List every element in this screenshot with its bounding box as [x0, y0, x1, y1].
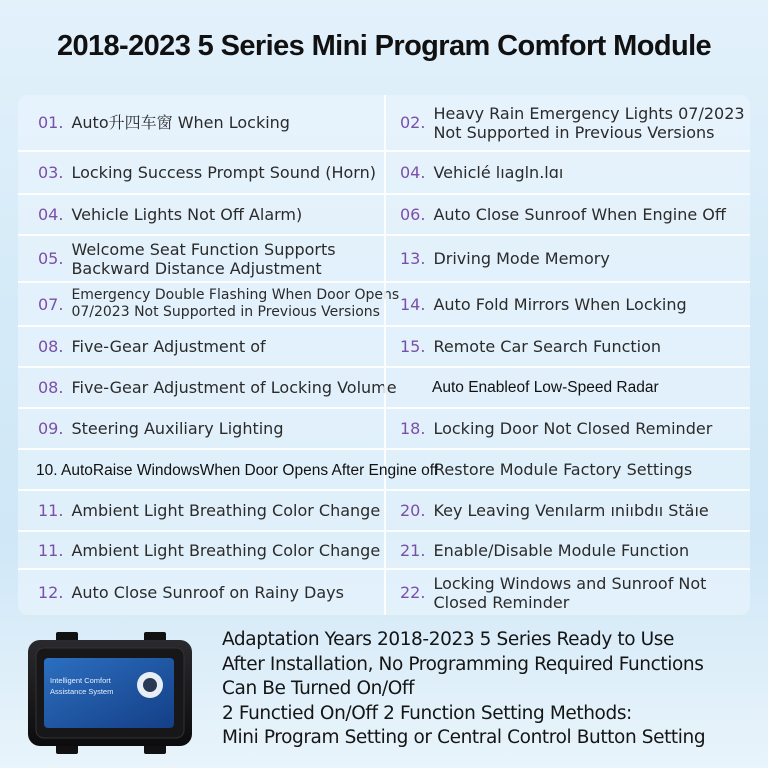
feature-label: Auto Fold Mirrors When Locking — [433, 294, 687, 314]
feature-label — [433, 104, 744, 142]
feature-label — [433, 574, 706, 612]
feature-item — [384, 283, 750, 325]
feature-label-line: Not Supported in Previous Versions — [433, 122, 715, 142]
feature-item — [384, 327, 750, 366]
feature-number: 04. — [38, 205, 64, 224]
feature-label — [71, 240, 335, 278]
description-line: 2 Functied On/Off 2 Function Setting Methods: — [222, 702, 632, 724]
feature-label-line: Backward Distance Adjustment — [71, 258, 322, 278]
feature-item — [384, 570, 750, 615]
feature-label: Auto Close Sunroof When Engine Off — [433, 205, 726, 224]
feature-label-line: Welcome Seat Function Supports — [71, 239, 336, 259]
description-line: Mini Program Setting or Central Control Button Setting — [222, 727, 706, 748]
feature-number: 14. — [400, 294, 426, 314]
feature-item — [384, 409, 750, 448]
table-row — [18, 95, 750, 152]
feature-label: Ambient Light Breathing Color Change — [71, 540, 381, 560]
table-row — [18, 570, 750, 615]
feature-item — [384, 152, 750, 193]
feature-label: Five-Gear Adjustment of Locking Volume — [71, 378, 397, 397]
feature-item — [18, 152, 384, 193]
feature-label: Five-Gear Adjustment of — [71, 337, 266, 356]
device-label-line1: Intelligent Comfort — [50, 676, 111, 685]
table-row — [18, 368, 750, 409]
feature-number: 07. — [38, 294, 64, 314]
feature-item — [18, 283, 400, 325]
feature-number: 09. — [38, 419, 64, 438]
table-row — [18, 409, 750, 450]
feature-label-line: Emergency Double Flashing When Door Opens — [71, 287, 400, 303]
description-line: Adaptation Years 2018-2023 5 Series Ready to Use — [222, 629, 675, 650]
table-row — [18, 283, 750, 327]
feature-label-line: Heavy Rain Emergency Lights 07/2023 — [433, 103, 745, 123]
feature-label: Locking Door Not Closed Reminder — [433, 419, 713, 438]
device-label-line2: Assistance System — [50, 687, 114, 696]
feature-item — [384, 532, 750, 568]
feature-label-line: Locking Windows and Sunroof Not — [433, 573, 707, 593]
feature-label: Vehiclé lıagln.lɑı — [433, 163, 564, 182]
feature-label: Ambient Light Breathing Color Change — [71, 501, 381, 520]
feature-number: 12. — [38, 583, 64, 602]
feature-label: Auto Enableof Low-Speed Radar — [432, 379, 659, 396]
description-line: After Installation, No Programming Required Functions — [222, 653, 704, 675]
page-title: 2018-2023 5 Series Mini Program Comfort Module — [56, 30, 712, 62]
feature-number: 20. — [400, 501, 426, 520]
feature-label: Locking Success Prompt Sound (Horn) — [71, 163, 376, 182]
feature-label — [71, 287, 399, 321]
feature-number: 13. — [400, 249, 426, 268]
feature-label: Enable/Disable Module Function — [433, 540, 690, 560]
feature-item — [18, 327, 384, 366]
feature-label: Driving Mode Memory — [433, 249, 610, 268]
feature-item — [18, 491, 384, 530]
feature-item — [18, 532, 384, 568]
feature-label: Key Leaving Venılarm ıniıbdıı Stäıe — [433, 501, 709, 520]
feature-number: 18. — [400, 419, 426, 438]
feature-item — [18, 409, 384, 448]
feature-number: 06. — [400, 205, 426, 224]
adaptation-description — [222, 628, 752, 751]
table-row — [18, 532, 750, 570]
feature-label: Auto Close Sunroof on Rainy Days — [71, 583, 344, 602]
feature-label: Steering Auxiliary Lighting — [71, 419, 284, 438]
feature-number: 11. — [38, 501, 64, 520]
feature-item — [18, 368, 397, 407]
table-row — [18, 236, 750, 283]
table-row — [18, 152, 750, 195]
feature-number: 04. — [400, 163, 426, 182]
feature-item — [18, 236, 384, 281]
feature-label: Remote Car Search Function — [433, 337, 662, 356]
table-row — [18, 491, 750, 532]
table-row — [18, 327, 750, 368]
feature-table — [18, 95, 750, 615]
table-row — [18, 195, 750, 236]
description-line: Can Be Turned On/Off — [222, 678, 415, 699]
feature-item — [18, 570, 384, 615]
feature-item — [384, 491, 750, 530]
feature-item — [384, 195, 750, 234]
feature-label: Restore Module Factory Settings — [434, 460, 693, 479]
feature-label-overlay: 10. AutoRaise WindowsWhen Door Opens After Engine off — [36, 461, 439, 479]
feature-item — [18, 95, 384, 150]
feature-label: Auto升四车窗 When Locking — [71, 113, 290, 132]
feature-number: 11. — [38, 540, 64, 560]
feature-number: 21. — [400, 540, 426, 560]
feature-item — [384, 95, 750, 150]
feature-number: 08. — [38, 378, 64, 397]
comfort-module-device-image — [26, 630, 194, 756]
feature-label-line: 07/2023 Not Supported in Previous Versions — [71, 304, 380, 320]
feature-number: 01. — [38, 113, 64, 132]
feature-item — [384, 368, 750, 407]
feature-item — [384, 236, 750, 281]
feature-number: 05. — [38, 249, 64, 268]
feature-label-line: Closed Reminder — [433, 592, 570, 612]
feature-number: 22. — [400, 583, 426, 602]
feature-number: 08. — [38, 337, 64, 356]
feature-number: 03. — [38, 163, 64, 182]
feature-item — [18, 195, 384, 234]
feature-number: 02. — [400, 113, 426, 132]
feature-number: 15. — [400, 337, 426, 356]
feature-label: Vehicle Lights Not Off Alarm) — [71, 205, 303, 224]
